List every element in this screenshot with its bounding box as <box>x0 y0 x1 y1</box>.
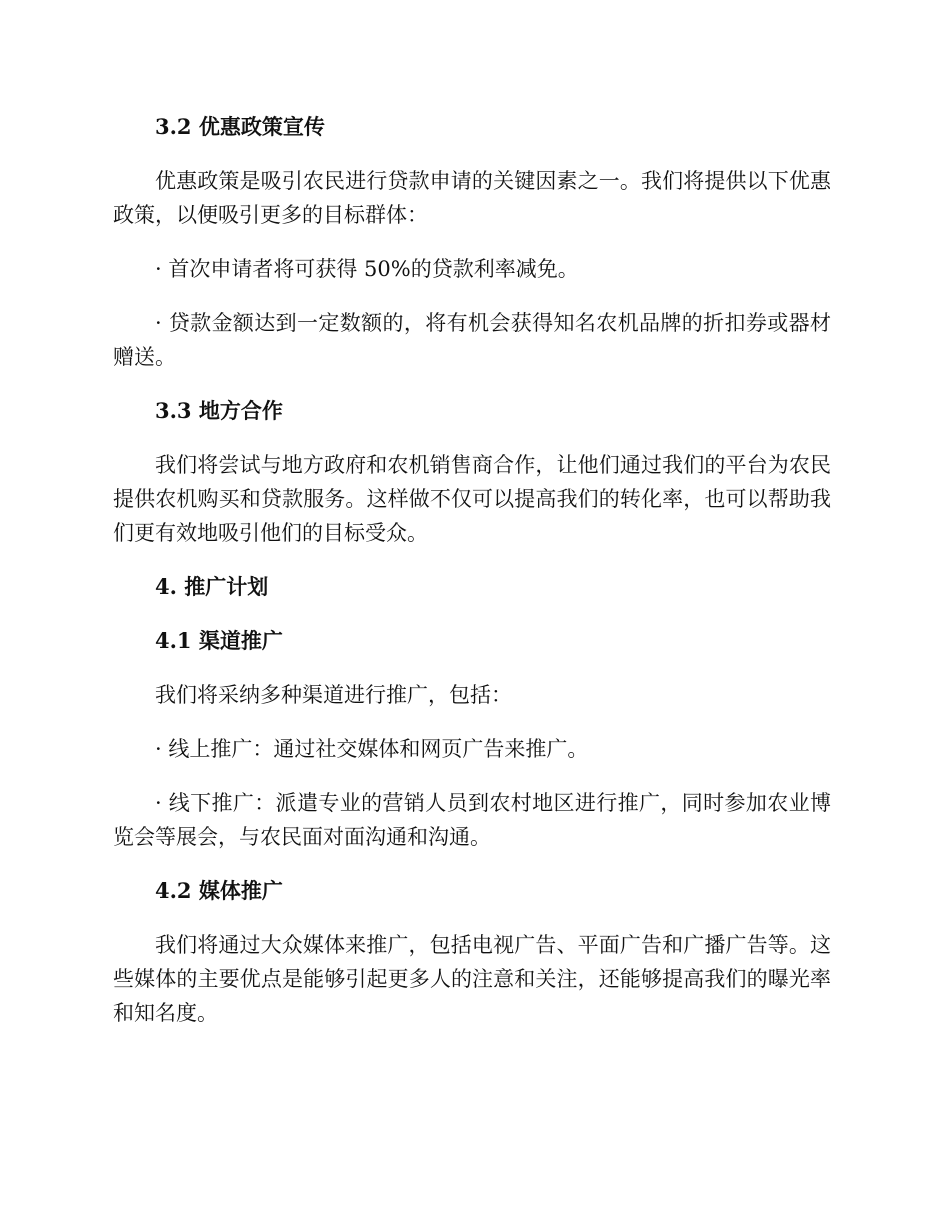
section-4-1-intro: 我们将采纳多种渠道进行推广，包括： <box>155 683 512 707</box>
section-heading-3-3: 3.3 地方合作 <box>155 398 283 423</box>
section-4-2-body: 我们将通过大众媒体来推广，包括电视广告、平面广告和广播广告等。这些媒体的主要优点是能够引起更多人的注意和关注，还能够提高我们的曝光率和知名度。 <box>113 933 831 1025</box>
bullet-item: · 首次申请者将可获得 50%的贷款利率减免。 <box>155 257 579 281</box>
bullet-item: · 线上推广：通过社交媒体和网页广告来推广。 <box>155 737 589 761</box>
section-3-3-body: 我们将尝试与地方政府和农机销售商合作，让他们通过我们的平台为农民提供农机购买和贷款服务。这样做不仅可以提高我们的转化率，也可以帮助我们更有效地吸引他们的目标受众。 <box>113 453 831 545</box>
document-body <box>113 110 831 1050</box>
section-heading-3-2: 3.2 优惠政策宣传 <box>155 114 325 139</box>
bullet-item: · 线下推广：派遣专业的营销人员到农村地区进行推广，同时参加农业博览会等展会，与农民面对面沟通和沟通。 <box>113 791 831 849</box>
section-heading-4-2: 4.2 媒体推广 <box>155 878 283 903</box>
section-3-2-intro: 优惠政策是吸引农民进行贷款申请的关键因素之一。我们将提供以下优惠政策，以便吸引更多的目标群体： <box>113 169 831 227</box>
section-heading-4: 4. 推广计划 <box>155 574 269 599</box>
section-heading-4-1: 4.1 渠道推广 <box>155 628 283 653</box>
bullet-item: · 贷款金额达到一定数额的，将有机会获得知名农机品牌的折扣券或器材赠送。 <box>113 311 831 369</box>
